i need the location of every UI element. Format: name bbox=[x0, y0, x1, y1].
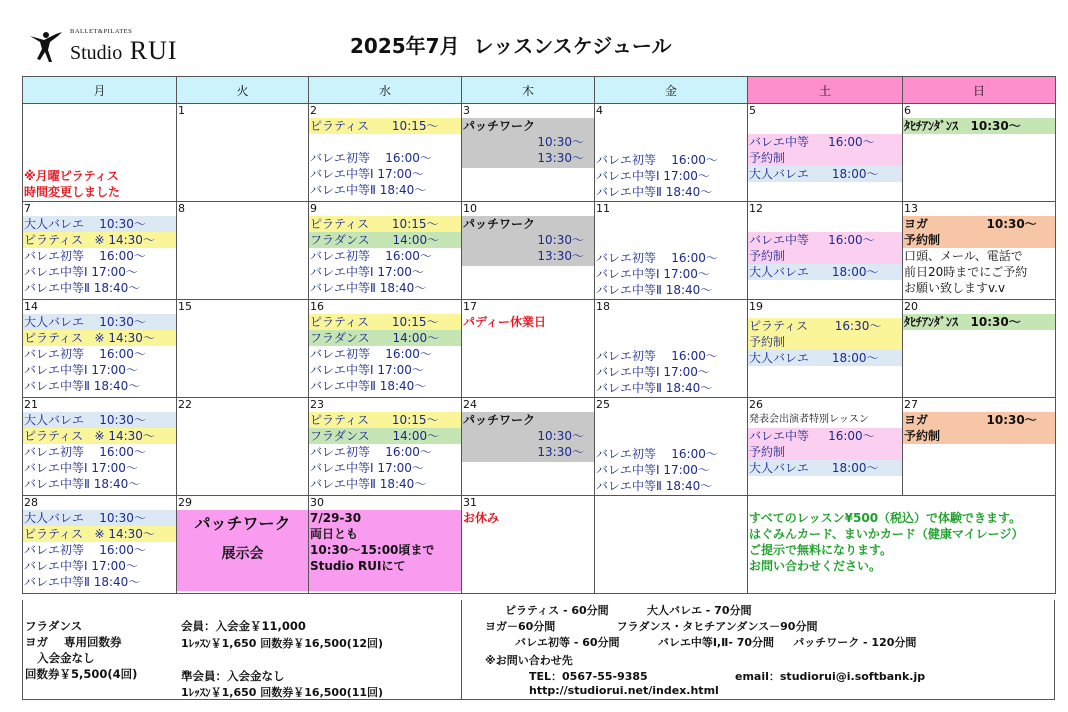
reservation-note: 予約制 bbox=[749, 151, 786, 165]
lesson-time: 13:30～ bbox=[537, 445, 584, 459]
reservation-note: 予約制 bbox=[904, 233, 941, 247]
day-cell bbox=[177, 202, 309, 300]
lesson-ballet: バレエ中等Ⅱ 18:40～ bbox=[596, 479, 713, 493]
lesson-ballet: バレエ初等 16:00～ bbox=[24, 347, 146, 361]
date-number: 20 bbox=[904, 300, 918, 313]
lesson-pilates: ピラティス 10:15～ bbox=[309, 412, 461, 428]
footer-hula: フラダンス bbox=[25, 619, 83, 633]
date-number: 15 bbox=[178, 300, 192, 313]
lesson-pilates: ピラティス 10:15～ bbox=[309, 314, 461, 330]
lesson-ballet: バレエ中等Ⅱ 18:40～ bbox=[24, 575, 141, 589]
date-number: 8 bbox=[178, 202, 185, 215]
lesson-patchwork: パッチワーク bbox=[463, 217, 536, 231]
day-cell bbox=[23, 300, 177, 398]
day-cell bbox=[309, 398, 462, 496]
lesson-ballet: バレエ中等 16:00～ bbox=[749, 429, 875, 443]
footer-ticket-price: 回数券￥5,500(4回) bbox=[25, 667, 138, 681]
day-cell bbox=[903, 202, 1056, 300]
weekday-tue: 火 bbox=[177, 77, 309, 104]
exhibition-venue: Studio RUIにて bbox=[310, 559, 406, 573]
week-row-4 bbox=[23, 398, 1056, 496]
day-cell bbox=[748, 300, 903, 398]
lesson-ballet: バレエ初等 16:00～ bbox=[310, 249, 432, 263]
lesson-adult-ballet: 大人バレエ 10:30～ bbox=[23, 412, 176, 428]
footer-email[interactable]: email：studiorui@i.softbank.jp bbox=[735, 670, 926, 683]
patchwork-block bbox=[462, 118, 594, 168]
lesson-time: 13:30～ bbox=[537, 151, 584, 165]
day-cell bbox=[23, 398, 177, 496]
week-row-1 bbox=[23, 104, 1056, 202]
lesson-ballet: バレエ初等 16:00～ bbox=[596, 447, 718, 461]
date-number: 21 bbox=[24, 398, 38, 411]
week-row-2 bbox=[23, 202, 1056, 300]
lesson-ballet: バレエ初等 16:00～ bbox=[24, 249, 146, 263]
lesson-adult-ballet: 大人バレエ 18:00～ bbox=[748, 264, 902, 280]
lesson-ballet: バレエ初等 16:00～ bbox=[24, 445, 146, 459]
lesson-adult-ballet: 大人バレエ 18:00～ bbox=[748, 166, 902, 182]
promo-cell bbox=[748, 496, 1056, 594]
lesson-ballet: バレエ中等Ⅰ 17:00～ bbox=[24, 461, 138, 475]
monday-note: 時間変更しました bbox=[24, 185, 121, 199]
lesson-time: 10:30～ bbox=[537, 429, 584, 443]
date-number: 16 bbox=[310, 300, 324, 313]
day-cell bbox=[903, 398, 1056, 496]
lesson-ballet: バレエ中等 16:00～ bbox=[749, 233, 875, 247]
weekday-sun: 日 bbox=[903, 77, 1056, 104]
lesson-ballet: バレエ中等Ⅱ 18:40～ bbox=[596, 283, 713, 297]
lesson-ballet: バレエ中等Ⅰ 17:00～ bbox=[310, 265, 424, 279]
footer-info bbox=[22, 600, 1055, 700]
patchwork-block bbox=[462, 216, 594, 266]
yoga-block bbox=[903, 216, 1055, 248]
lesson-patchwork: パッチワーク bbox=[463, 413, 536, 427]
lesson-ballet: バレエ中等Ⅰ 17:00～ bbox=[310, 461, 424, 475]
reservation-note: 予約制 bbox=[749, 445, 786, 459]
day-cell bbox=[462, 300, 595, 398]
reservation-instructions: 前日20時までにご予約 bbox=[904, 265, 1028, 279]
date-number: 1 bbox=[178, 104, 185, 117]
date-number: 22 bbox=[178, 398, 192, 411]
day-cell bbox=[177, 300, 309, 398]
lesson-pilates: ピラティス 16:30～ bbox=[749, 319, 882, 333]
lesson-ballet: バレエ中等Ⅰ 17:00～ bbox=[24, 363, 138, 377]
exhibition-hours: 10:30～15:00頃まで bbox=[310, 543, 435, 557]
footer-durations: ピラティス - 60分間 大人バレエ - 70分間 bbox=[505, 604, 752, 617]
exhibition-dates: 7/29-30 bbox=[310, 511, 362, 525]
lesson-ballet: バレエ中等Ⅱ 18:40～ bbox=[310, 281, 427, 295]
weekday-header-row bbox=[23, 77, 1056, 104]
day-cell bbox=[309, 300, 462, 398]
lesson-adult-ballet: 大人バレエ 18:00～ bbox=[748, 350, 902, 366]
lesson-ballet: バレエ初等 16:00～ bbox=[596, 251, 718, 265]
date-number: 17 bbox=[463, 300, 477, 313]
date-number: 14 bbox=[24, 300, 38, 313]
special-lesson-note: 発表会出演者特別レッスン bbox=[749, 414, 869, 425]
day-cell bbox=[748, 202, 903, 300]
footer-contact-heading: ※お問い合わせ先 bbox=[485, 654, 573, 667]
reservation-instructions: 口頭、メール、電話で bbox=[904, 249, 1023, 263]
date-number: 6 bbox=[904, 104, 911, 117]
date-number: 29 bbox=[178, 496, 192, 509]
dancer-icon bbox=[22, 22, 70, 70]
day-cell bbox=[595, 202, 748, 300]
day-cell bbox=[462, 202, 595, 300]
date-number: 4 bbox=[596, 104, 603, 117]
lesson-hula: フラダンス 14:00～ bbox=[309, 232, 461, 248]
day-cell-empty bbox=[23, 104, 177, 202]
day-cell bbox=[462, 496, 595, 594]
exhibition-info: 両日とも bbox=[310, 527, 359, 541]
schedule-calendar bbox=[22, 76, 1056, 594]
lesson-time: 10:30～ bbox=[537, 135, 584, 149]
lesson-adult-ballet: 大人バレエ 10:30～ bbox=[23, 314, 176, 330]
lesson-hula: フラダンス 14:00～ bbox=[309, 330, 461, 346]
date-number: 18 bbox=[596, 300, 610, 313]
lesson-ballet: バレエ中等Ⅰ 17:00～ bbox=[24, 265, 138, 279]
lesson-pilates: ピラティス ※ 14:30～ bbox=[23, 526, 176, 542]
week-row-5 bbox=[23, 496, 1056, 594]
footer-phone: TEL：0567-55-9385 bbox=[529, 670, 648, 683]
weekday-sat: 土 bbox=[748, 77, 903, 104]
lesson-patchwork: パッチワーク bbox=[463, 119, 536, 133]
weekday-mon: 月 bbox=[23, 77, 177, 104]
promo-text: すべてのレッスン¥500（税込）で体験できます。 bbox=[749, 511, 1022, 525]
weekday-fri: 金 bbox=[595, 77, 748, 104]
reservation-block bbox=[748, 134, 902, 166]
day-cell bbox=[23, 496, 177, 594]
closed-notice: お休み bbox=[463, 511, 500, 525]
promo-text: お問い合わせください。 bbox=[749, 559, 882, 573]
lesson-ballet: バレエ中等Ⅰ 17:00～ bbox=[596, 365, 710, 379]
footer-durations: ヨガ－60分間 フラダンス・タヒチアンダンス－90分間 bbox=[485, 620, 818, 633]
reservation-note: 予約制 bbox=[904, 429, 941, 443]
day-cell bbox=[177, 104, 309, 202]
exhibition-title: パッチワーク bbox=[194, 514, 291, 533]
date-number: 30 bbox=[310, 496, 324, 509]
reservation-block bbox=[748, 428, 902, 460]
yoga-block bbox=[903, 412, 1055, 444]
day-cell bbox=[595, 300, 748, 398]
date-number: 9 bbox=[310, 202, 317, 215]
day-cell-empty bbox=[595, 496, 748, 594]
lesson-adult-ballet: 大人バレエ 10:30～ bbox=[23, 216, 176, 232]
page-title: 2025年7月 レッスンスケジュール bbox=[350, 34, 672, 58]
lesson-tahitian: ﾀﾋﾁｱﾝﾀﾞﾝｽ 10:30～ bbox=[903, 314, 1055, 330]
date-number: 10 bbox=[463, 202, 477, 215]
day-cell bbox=[23, 202, 177, 300]
date-number: 31 bbox=[463, 496, 477, 509]
reservation-note: 予約制 bbox=[749, 249, 786, 263]
footer-divider bbox=[461, 600, 462, 700]
date-number: 12 bbox=[749, 202, 763, 215]
lesson-pilates: ピラティス ※ 14:30～ bbox=[23, 428, 176, 444]
date-number: 26 bbox=[749, 398, 763, 411]
promo-text: はぐみんカード、まいかカード（健康マイレージ） bbox=[749, 527, 1024, 541]
lesson-ballet: バレエ中等Ⅱ 18:40～ bbox=[24, 379, 141, 393]
day-cell bbox=[309, 496, 462, 594]
lesson-pilates: ピラティス 10:15～ bbox=[309, 118, 461, 134]
footer-yoga-ticket: ヨガ 専用回数券 bbox=[25, 635, 122, 649]
lesson-ballet: バレエ中等Ⅰ 17:00～ bbox=[24, 559, 138, 573]
weekday-wed: 水 bbox=[309, 77, 462, 104]
date-number: 24 bbox=[463, 398, 477, 411]
lesson-pilates: ピラティス ※ 14:30～ bbox=[23, 232, 176, 248]
footer-member-price: 1ﾚｯｽﾝ￥1,650 回数券￥16,500(12回) bbox=[181, 637, 384, 650]
footer-associate-price: 1ﾚｯｽﾝ￥1,650 回数券￥16,500(11回) bbox=[181, 686, 384, 699]
day-cell bbox=[462, 104, 595, 202]
date-number: 3 bbox=[463, 104, 470, 117]
day-cell bbox=[748, 104, 903, 202]
logo-wordmark bbox=[70, 36, 178, 66]
lesson-ballet: バレエ中等 16:00～ bbox=[749, 135, 875, 149]
lesson-ballet: バレエ中等Ⅰ 17:00～ bbox=[596, 463, 710, 477]
reservation-block bbox=[748, 232, 902, 264]
lesson-time: 13:30～ bbox=[537, 249, 584, 263]
exhibition-block bbox=[177, 510, 308, 591]
weekday-thu: 木 bbox=[462, 77, 595, 104]
exhibition-label: 展示会 bbox=[221, 546, 264, 562]
lesson-ballet: バレエ中等Ⅱ 18:40～ bbox=[596, 381, 713, 395]
date-number: 28 bbox=[24, 496, 38, 509]
day-cell bbox=[462, 398, 595, 496]
date-number: 7 bbox=[24, 202, 31, 215]
date-number: 11 bbox=[596, 202, 610, 215]
reservation-note: 予約制 bbox=[749, 335, 786, 349]
logo-studio: Studio bbox=[70, 42, 123, 64]
footer-no-fee: 入会金なし bbox=[37, 651, 95, 665]
patchwork-block bbox=[462, 412, 594, 462]
promo-text: ご提示で無料になります。 bbox=[749, 543, 893, 557]
day-cell bbox=[748, 398, 903, 496]
lesson-ballet: バレエ中等Ⅱ 18:40～ bbox=[24, 281, 141, 295]
day-cell bbox=[309, 104, 462, 202]
logo-rui: RUI bbox=[129, 36, 178, 65]
lesson-tahitian: ﾀﾋﾁｱﾝﾀﾞﾝｽ 10:30～ bbox=[903, 118, 1055, 134]
footer-member: 会員：入会金￥11,000 bbox=[181, 619, 306, 633]
lesson-yoga: ヨガ 10:30～ bbox=[904, 413, 1037, 427]
lesson-adult-ballet: 大人バレエ 10:30～ bbox=[23, 510, 176, 526]
lesson-yoga: ヨガ 10:30～ bbox=[904, 217, 1037, 231]
date-number: 5 bbox=[749, 104, 756, 117]
date-number: 2 bbox=[310, 104, 317, 117]
lesson-ballet: バレエ中等Ⅱ 18:40～ bbox=[310, 183, 427, 197]
footer-website-link[interactable]: http://studiorui.net/index.html bbox=[529, 684, 719, 697]
day-cell bbox=[595, 104, 748, 202]
date-number: 25 bbox=[596, 398, 610, 411]
day-cell bbox=[595, 398, 748, 496]
pilates-block bbox=[748, 318, 902, 350]
lesson-ballet: バレエ初等 16:00～ bbox=[310, 151, 432, 165]
date-number: 23 bbox=[310, 398, 324, 411]
lesson-ballet: バレエ中等Ⅱ 18:40～ bbox=[310, 379, 427, 393]
lesson-ballet: バレエ中等Ⅰ 17:00～ bbox=[596, 169, 710, 183]
lesson-pilates: ピラティス ※ 14:30～ bbox=[23, 330, 176, 346]
lesson-ballet: バレエ中等Ⅰ 17:00～ bbox=[310, 167, 424, 181]
exhibition-block bbox=[309, 510, 461, 591]
lesson-ballet: バレエ初等 16:00～ bbox=[310, 445, 432, 459]
lesson-pilates: ピラティス 10:15～ bbox=[309, 216, 461, 232]
lesson-hula: フラダンス 14:00～ bbox=[309, 428, 461, 444]
day-cell bbox=[177, 496, 309, 594]
lesson-ballet: バレエ初等 16:00～ bbox=[596, 349, 718, 363]
lesson-ballet: バレエ中等Ⅰ 17:00～ bbox=[310, 363, 424, 377]
day-cell bbox=[903, 300, 1056, 398]
date-number: 19 bbox=[749, 300, 763, 313]
lesson-ballet: バレエ初等 16:00～ bbox=[310, 347, 432, 361]
reservation-instructions: お願い致しますv.v bbox=[904, 281, 1006, 295]
day-cell bbox=[903, 104, 1056, 202]
date-number: 27 bbox=[904, 398, 918, 411]
lesson-ballet: バレエ初等 16:00～ bbox=[24, 543, 146, 557]
day-cell bbox=[177, 398, 309, 496]
date-number: 13 bbox=[904, 202, 918, 215]
day-cell bbox=[309, 202, 462, 300]
footer-durations: バレエ初等 - 60分間 バレエ中等Ⅰ,Ⅱ- 70分間 パッチワーク - 120分間 bbox=[515, 636, 917, 649]
lesson-ballet: バレエ中等Ⅱ 18:40～ bbox=[24, 477, 141, 491]
lesson-ballet: バレエ初等 16:00～ bbox=[596, 153, 718, 167]
footer-associate: 準会員：入会金なし bbox=[181, 669, 285, 683]
lesson-ballet: バレエ中等Ⅱ 18:40～ bbox=[596, 185, 713, 199]
logo-tagline: BALLET&PILATES bbox=[70, 28, 133, 35]
lesson-ballet: バレエ中等Ⅰ 17:00～ bbox=[596, 267, 710, 281]
lesson-time: 10:30～ bbox=[537, 233, 584, 247]
closed-notice: パディー休業日 bbox=[463, 315, 547, 329]
lesson-ballet: バレエ中等Ⅱ 18:40～ bbox=[310, 477, 427, 491]
lesson-adult-ballet: 大人バレエ 18:00～ bbox=[748, 460, 902, 476]
week-row-3 bbox=[23, 300, 1056, 398]
monday-note: ※月曜ピラティス bbox=[24, 169, 119, 183]
